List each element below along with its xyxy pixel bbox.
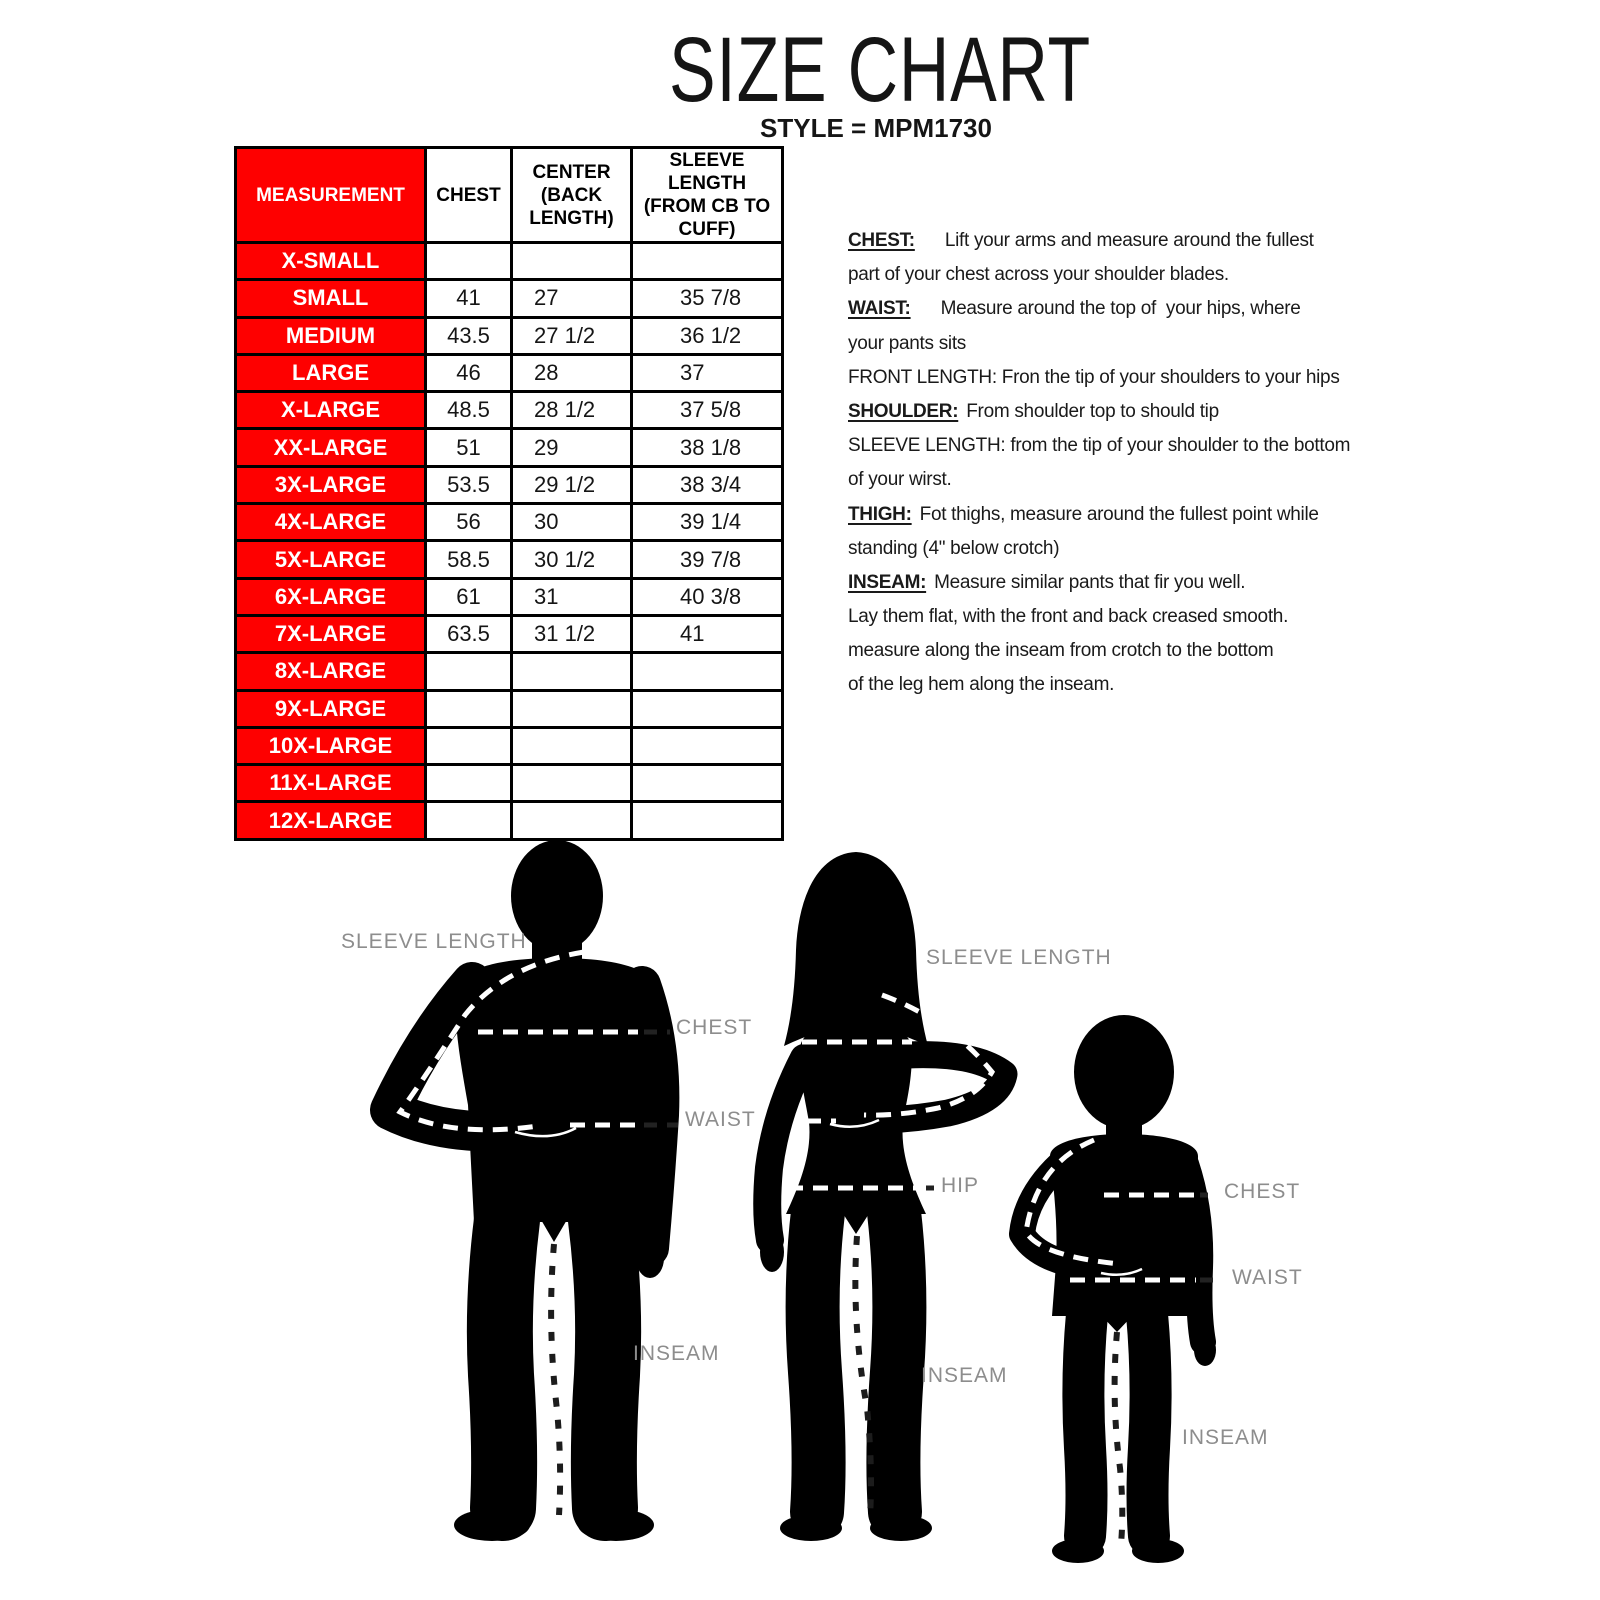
sleeve-length-value	[632, 243, 783, 280]
page-title: SIZE CHART	[668, 19, 1091, 121]
center-back-length-value: 30 1/2	[512, 541, 632, 578]
table-row	[236, 653, 783, 690]
table-row	[236, 765, 783, 802]
sleeve-length-value: 35 7/8	[632, 280, 783, 317]
size-label-cell: 4X-LARGE	[236, 504, 426, 541]
chest-value: 63.5	[426, 615, 512, 652]
sleeve-length-value: 37	[632, 354, 783, 391]
size-label-cell: X-SMALL	[236, 243, 426, 280]
center-back-length-value: 28	[512, 354, 632, 391]
column-header: CHEST	[426, 148, 512, 243]
size-label-cell: 6X-LARGE	[236, 578, 426, 615]
center-back-length-value: 28 1/2	[512, 392, 632, 429]
center-back-length-value	[512, 727, 632, 764]
woman-inseam-label: INSEAM	[921, 1364, 1008, 1387]
size-table-body	[236, 243, 783, 840]
size-label-cell: MEDIUM	[236, 317, 426, 354]
column-header: SLEEVE LENGTH (FROM CB TO CUFF)	[632, 148, 783, 243]
instruction-line: INSEAM: Measure similar pants that fir you well.	[848, 571, 1246, 593]
column-header: MEASUREMENT	[236, 148, 426, 243]
instruction-term: CHEST:	[848, 230, 915, 251]
size-label-cell: 11X-LARGE	[236, 765, 426, 802]
table-row	[236, 727, 783, 764]
table-row	[236, 690, 783, 727]
table-row	[236, 615, 783, 652]
sleeve-length-value: 38 3/4	[632, 466, 783, 503]
size-label-cell: 9X-LARGE	[236, 690, 426, 727]
sleeve-length-value: 40 3/8	[632, 578, 783, 615]
child-inseam-label: INSEAM	[1182, 1426, 1269, 1449]
center-back-length-value: 27 1/2	[512, 317, 632, 354]
chest-value: 53.5	[426, 466, 512, 503]
center-back-length-value: 29	[512, 429, 632, 466]
chest-value	[426, 765, 512, 802]
sleeve-length-value: 39 1/4	[632, 504, 783, 541]
center-back-length-value	[512, 690, 632, 727]
child-silhouette	[1022, 1015, 1216, 1563]
instruction-line: part of your chest across your shoulder blades.	[848, 264, 1229, 286]
instruction-line: THIGH: Fot thighs, measure around the fullest point while	[848, 503, 1319, 525]
table-row	[236, 429, 783, 466]
instruction-line: of the leg hem along the inseam.	[848, 674, 1115, 696]
sleeve-length-value	[632, 690, 783, 727]
sleeve-length-value	[632, 727, 783, 764]
size-label-cell: 7X-LARGE	[236, 615, 426, 652]
size-label-cell: LARGE	[236, 354, 426, 391]
man-waist-label: WAIST	[685, 1108, 756, 1131]
table-row	[236, 392, 783, 429]
size-table-header-row	[236, 148, 783, 243]
instruction-line: WAIST: Measure around the top of your hips, where	[848, 298, 1301, 320]
chest-value: 61	[426, 578, 512, 615]
size-label-cell: 5X-LARGE	[236, 541, 426, 578]
instruction-term: SHOULDER:	[848, 400, 959, 422]
center-back-length-value	[512, 765, 632, 802]
instruction-line: Lay them flat, with the front and back creased smooth.	[848, 606, 1289, 628]
sleeve-length-value: 39 7/8	[632, 541, 783, 578]
chest-value: 58.5	[426, 541, 512, 578]
instruction-line: measure along the inseam from crotch to the bottom	[848, 640, 1274, 662]
size-label-cell: 3X-LARGE	[236, 466, 426, 503]
sleeve-length-value: 38 1/8	[632, 429, 783, 466]
instruction-line: FRONT LENGTH: Fron the tip of your shoulders to your hips	[848, 366, 1340, 388]
instruction-line: CHEST: Lift your arms and measure around the fullest	[848, 230, 1314, 251]
man-sleeve-length-label: SLEEVE LENGTH	[341, 930, 527, 953]
sleeve-length-value	[632, 653, 783, 690]
sleeve-length-value: 41	[632, 615, 783, 652]
chest-value	[426, 243, 512, 280]
chest-value	[426, 653, 512, 690]
column-header: CENTER (BACK LENGTH)	[512, 148, 632, 243]
man-inseam-line	[551, 1244, 560, 1515]
child-chest-label: CHEST	[1224, 1180, 1301, 1203]
woman-hip-label: HIP	[941, 1174, 980, 1197]
size-label-cell: SMALL	[236, 280, 426, 317]
table-row	[236, 243, 783, 280]
chest-value	[426, 727, 512, 764]
instruction-term: INSEAM:	[848, 571, 927, 593]
table-row	[236, 466, 783, 503]
instruction-term: WAIST:	[848, 298, 911, 320]
instruction-line: SLEEVE LENGTH: from the tip of your shoulder to the bottom	[848, 435, 1351, 457]
style-code: STYLE = MPM1730	[760, 113, 992, 143]
size-label-cell: 8X-LARGE	[236, 653, 426, 690]
table-row	[236, 541, 783, 578]
chest-value: 41	[426, 280, 512, 317]
center-back-length-value: 31	[512, 578, 632, 615]
size-table	[234, 146, 784, 841]
center-back-length-value: 29 1/2	[512, 466, 632, 503]
table-row	[236, 354, 783, 391]
size-label-cell: 12X-LARGE	[236, 802, 426, 839]
sleeve-length-value	[632, 765, 783, 802]
sleeve-length-value: 37 5/8	[632, 392, 783, 429]
sleeve-length-value: 36 1/2	[632, 317, 783, 354]
center-back-length-value: 30	[512, 504, 632, 541]
instruction-line: your pants sits	[848, 332, 966, 354]
instruction-line: of your wirst.	[848, 469, 952, 491]
man-chest-label: CHEST	[676, 1016, 753, 1039]
center-back-length-value: 27	[512, 280, 632, 317]
measurement-instructions	[848, 224, 1408, 703]
chest-value: 46	[426, 354, 512, 391]
table-row	[236, 280, 783, 317]
chest-value: 56	[426, 504, 512, 541]
instruction-line: SHOULDER: From shoulder top to should tip	[848, 400, 1219, 422]
table-row	[236, 317, 783, 354]
center-back-length-value	[512, 653, 632, 690]
child-inseam-line	[1115, 1332, 1123, 1544]
table-row	[236, 504, 783, 541]
woman-sleeve-length-label: SLEEVE LENGTH	[926, 946, 1112, 969]
instruction-term: THIGH:	[848, 503, 912, 525]
size-label-cell: X-LARGE	[236, 392, 426, 429]
child-waist-label: WAIST	[1232, 1266, 1303, 1289]
size-label-cell: XX-LARGE	[236, 429, 426, 466]
size-label-cell: 10X-LARGE	[236, 727, 426, 764]
center-back-length-value: 31 1/2	[512, 615, 632, 652]
size-diagram	[0, 820, 1600, 1580]
chest-value: 43.5	[426, 317, 512, 354]
man-inseam-label: INSEAM	[633, 1342, 720, 1365]
center-back-length-value	[512, 243, 632, 280]
chest-value: 48.5	[426, 392, 512, 429]
table-row	[236, 578, 783, 615]
chest-value: 51	[426, 429, 512, 466]
instruction-line: standing (4" below crotch)	[848, 537, 1060, 559]
chest-value	[426, 690, 512, 727]
